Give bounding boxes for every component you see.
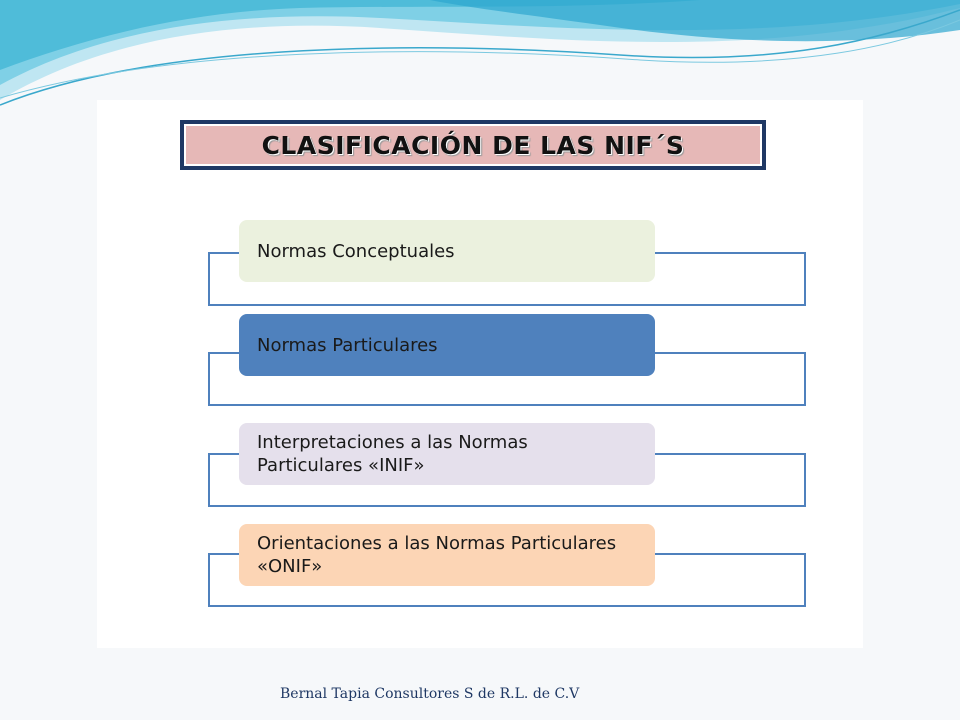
item-label: Normas Conceptuales: [257, 240, 455, 262]
item-normas-particulares: [239, 314, 655, 376]
item-label: Interpretaciones a las Normas Particulares «INIF»: [257, 432, 528, 476]
item-label: Orientaciones a las Normas Particulares «ONIF»: [257, 533, 617, 577]
item-label: Normas Particulares: [257, 334, 438, 356]
header-wave-decoration: [0, 0, 960, 110]
item-normas-conceptuales: [239, 220, 655, 282]
footer-company-name: Bernal Tapia Consultores S de R.L. de C.V: [280, 686, 580, 702]
item-interpretaciones-inif: [239, 423, 655, 485]
title-box: [180, 120, 766, 170]
slide-title: CLASIFICACIÓN DE LAS NIF´S: [261, 130, 685, 160]
title-inner: [184, 124, 762, 166]
item-orientaciones-onif: [239, 524, 655, 586]
